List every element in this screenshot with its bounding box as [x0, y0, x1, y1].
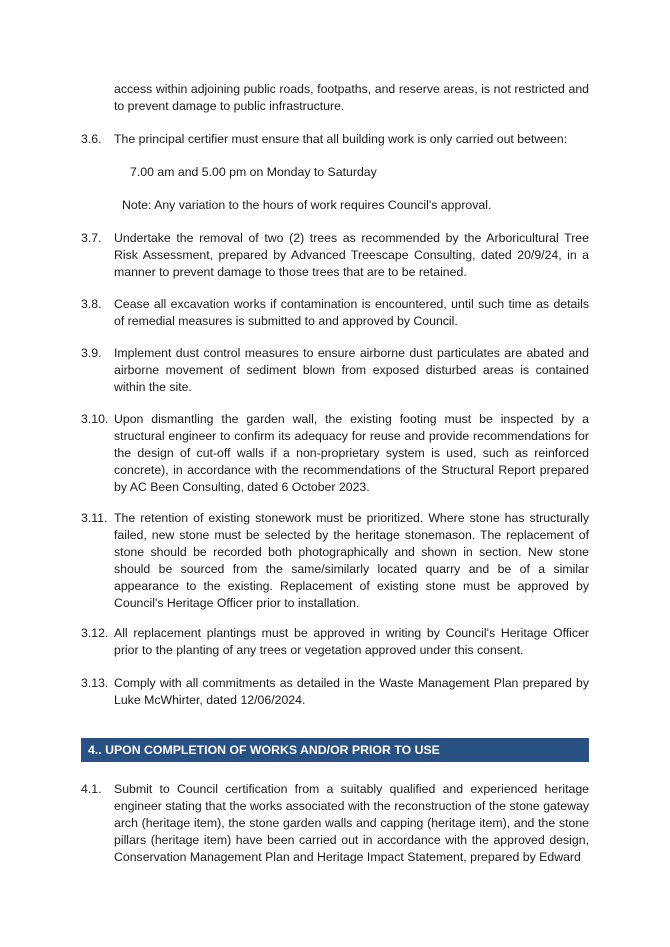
condition-number: 3.10.	[81, 412, 109, 426]
condition-4-1	[81, 781, 589, 866]
condition-3-7	[81, 230, 589, 281]
condition-text: The principal certifier must ensure that all building work is only carried out between:	[114, 132, 568, 146]
condition-text: The retention of existing stonework must be prioritized. Where stone has structurally failed, new stone must be selected by the heritage stonemason. The replacement of stone should be recorded both photographically and shown in section. New stone should be sourced from the same/similarly located quarry and be of a similar appearance to the existing. Replacement of existing stone must be approved by Council's Heritage Officer prior to installation.	[114, 511, 589, 610]
condition-number: 3.12.	[81, 626, 109, 640]
condition-number: 4.1.	[81, 782, 102, 796]
condition-3-11	[81, 510, 589, 612]
condition-3-9	[81, 345, 589, 396]
condition-3-13	[81, 675, 589, 709]
condition-number: 3.13.	[81, 676, 109, 690]
condition-text: Submit to Council certification from a suitably qualified and experienced heritage engineer stating that the works associated with the reconstruction of the stone gateway arch (heritage item), the stone garden walls and capping (heritage item), and the stone pillars (heritage item) have been carried out in accordance with the approved design, Conservation Management Plan and Heritage Impact Statement, prepared by Edward	[114, 782, 589, 864]
condition-3-12	[81, 625, 589, 659]
condition-text: Undertake the removal of two (2) trees as recommended by the Arboricultural Tree Risk Assessment, prepared by Advanced Treescape Consulting, dated 20/9/24, in a manner to prevent damage to those trees that are to be retained.	[114, 231, 589, 279]
condition-number: 3.11.	[81, 511, 108, 525]
work-hours-line: 7.00 am and 5.00 pm on Monday to Saturday	[130, 165, 377, 179]
condition-text: Implement dust control measures to ensure airborne dust particulates are abated and airborne movement of sediment blown from exposed disturbed areas is contained within the site.	[114, 346, 589, 394]
condition-text: All replacement plantings must be approved in writing by Council's Heritage Officer prior to the planting of any trees or vegetation approved under this consent.	[114, 626, 589, 657]
condition-text: Cease all excavation works if contamination is encountered, until such time as details of remedial measures is submitted to and approved by Council.	[114, 297, 589, 328]
condition-number: 3.8.	[81, 297, 102, 311]
condition-3-10	[81, 411, 589, 496]
section-heading: 4.. UPON COMPLETION OF WORKS AND/OR PRIOR TO USE	[81, 738, 589, 762]
continued-paragraph: access within adjoining public roads, footpaths, and reserve areas, is not restricted and to prevent damage to public infrastructure.	[114, 82, 589, 113]
condition-text: Upon dismantling the garden wall, the existing footing must be inspected by a structural engineer to confirm its adequacy for reuse and provide recommendations for the design of cut-off walls if a non-proprietary system is used, such as reinforced concrete), in accordance with the recommendations of the Structural Report prepared by AC Been Consulting, dated 6 October 2023.	[114, 412, 589, 494]
condition-3-6	[81, 131, 589, 148]
condition-number: 3.7.	[81, 231, 102, 245]
condition-number: 3.9.	[81, 346, 102, 360]
condition-3-8	[81, 296, 589, 330]
condition-text: Comply with all commitments as detailed in the Waste Management Plan prepared by Luke McWhirter, dated 12/06/2024.	[114, 676, 589, 707]
condition-number: 3.6.	[81, 132, 102, 146]
work-hours-note: Note: Any variation to the hours of work requires Council's approval.	[122, 198, 492, 212]
